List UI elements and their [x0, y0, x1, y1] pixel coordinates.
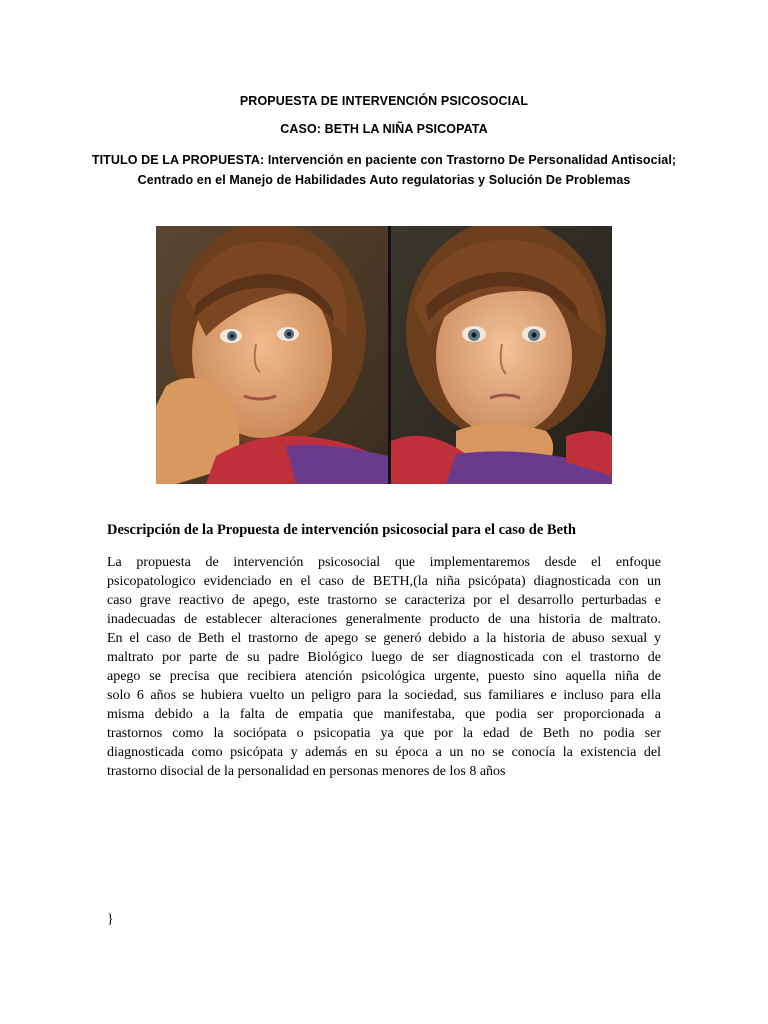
paragraph-line: caso grave reactivo de apego, este trastorno se caracteriza por el desarrollo perturbadas e — [107, 593, 661, 608]
trailing-brace: } — [107, 912, 114, 927]
paragraph-line: solo 6 años se hubiera vuelto un peligro para la sociedad, sus familiares e incluso para ella — [107, 688, 661, 703]
proposal-title-line-2: Centrado en el Manejo de Habilidades Auto regulatorias y Solución De Problemas — [137, 173, 631, 187]
description-paragraph — [107, 553, 661, 781]
paragraph-line: trastorno disocial de la personalidad en personas menores de los 8 años — [107, 764, 506, 779]
two-portrait-photo-icon — [156, 226, 612, 484]
paragraph-line: trastornos como la sociópata o psicopatia ya que por la edad de Beth no podia ser — [107, 726, 661, 741]
paragraph-line: inadecuadas de establecer alteraciones generalmente producto de una historia de maltrato. — [107, 612, 661, 627]
section-title: Descripción de la Propuesta de intervención psicosocial para el caso de Beth — [107, 522, 576, 538]
proposal-title — [0, 150, 768, 190]
document-main-title: PROPUESTA DE INTERVENCIÓN PSICOSOCIAL — [239, 94, 529, 108]
right-portrait — [391, 226, 612, 484]
paragraph-line: La propuesta de intervención psicosocial que implementaremos desde el enfoque — [107, 555, 661, 570]
paragraph-line: maltrato por parte de su padre Biológico luego de ser diagnosticada con el trastorno de — [107, 650, 661, 665]
paragraph-line: misma debido a la falta de empatia que manifestaba, que podia ser proporcionada a — [107, 707, 661, 722]
paragraph-line: En el caso de Beth el trastorno de apego se generó debido a la historia de abuso sexual y — [107, 631, 661, 646]
photo-divider — [388, 226, 391, 484]
paragraph-line: apego se precisa que recibiera atención psicológica urgente, puesto sino aquella niña de — [107, 669, 661, 684]
case-photo — [156, 226, 612, 484]
proposal-title-line-1: TITULO DE LA PROPUESTA: Intervención en paciente con Trastorno De Personalidad Antisocial; — [91, 153, 677, 167]
left-portrait — [156, 226, 388, 484]
paragraph-line: diagnosticada como psicópata y además en su época a un no se conocía la existencia del — [107, 745, 661, 760]
paragraph-line: psicopatologico evidenciado en el caso de BETH,(la niña psicópata) diagnosticada con un — [107, 574, 661, 589]
case-title: CASO: BETH LA NIÑA PSICOPATA — [280, 122, 488, 136]
